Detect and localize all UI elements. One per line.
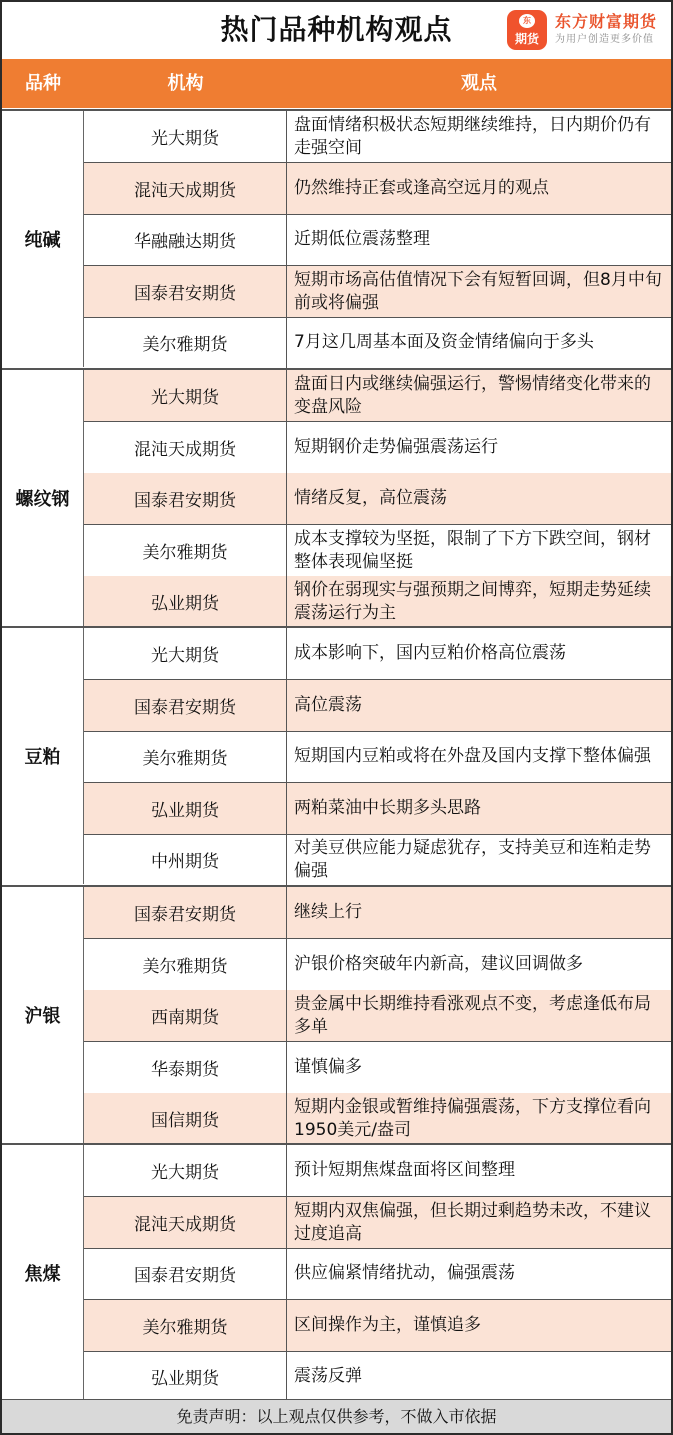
- category-cell: 焦煤: [2, 1145, 84, 1401]
- institution-cell: 国泰君安期货: [84, 680, 287, 731]
- table-row: [84, 628, 671, 680]
- category-group: [2, 885, 671, 1143]
- view-cell: 短期内金银或暂维持偏强震荡，下方支撑位看向1950美元/盎司: [294, 1096, 651, 1140]
- column-header-view: 观点: [461, 73, 497, 94]
- view-cell: 对美豆供应能力疑虑犹存，支持美豆和连粕走势偏强: [294, 837, 651, 881]
- table-row: [84, 1042, 671, 1094]
- logo-name: 东方财富期货: [554, 12, 657, 31]
- institution-cell: 混沌天成期货: [84, 1197, 287, 1248]
- view-cell: 区间操作为主，谨慎追多: [294, 1315, 481, 1335]
- institution-cell: 美尔雅期货: [84, 939, 287, 990]
- logo-badge-text: 期货: [514, 32, 539, 46]
- institution-cell: 弘业期货: [84, 576, 287, 627]
- institution-cell: 国泰君安期货: [84, 473, 287, 524]
- table-row: [84, 680, 671, 732]
- page-header: [2, 2, 671, 58]
- logo-text: [555, 12, 657, 48]
- view-cell: 短期内双焦偏强，但长期过剩趋势未改，不建议过度追高: [294, 1200, 651, 1244]
- view-cell: 谨慎偏多: [294, 1057, 362, 1077]
- table-row: [84, 1145, 671, 1197]
- institution-cell: 混沌天成期货: [84, 422, 287, 473]
- table-row: [84, 266, 671, 318]
- table-row: [84, 834, 671, 886]
- table-row: [84, 317, 671, 369]
- institution-cell: 华泰期货: [84, 1042, 287, 1093]
- view-cell: 预计短期焦煤盘面将区间整理: [294, 1160, 515, 1180]
- logo-slogan: 为用户创造更多价值: [554, 34, 654, 45]
- table-row: [84, 1248, 671, 1300]
- view-cell: 高位震荡: [294, 695, 362, 715]
- institution-cell: 美尔雅期货: [84, 525, 287, 576]
- view-cell: 盘面情绪积极状态短期继续维持，日内期价仍有走强空间: [294, 114, 651, 158]
- table-row: [84, 473, 671, 525]
- view-cell: 仍然维持正套或逢高空远月的观点: [294, 178, 549, 198]
- institution-cell: 美尔雅期货: [84, 1300, 287, 1351]
- disclaimer: 免责声明：以上观点仅供参考，不做入市依据: [2, 1399, 671, 1433]
- institution-cell: 中州期货: [84, 834, 287, 885]
- view-cell: 7月这几周基本面及资金情绪偏向于多头: [294, 332, 594, 352]
- institution-cell: 光大期货: [84, 628, 287, 679]
- logo-badge-icon: [507, 10, 547, 50]
- category-cell: 豆粕: [2, 628, 84, 884]
- brand-logo: [507, 9, 657, 51]
- table-row: [84, 111, 671, 163]
- institution-cell: 光大期货: [84, 1145, 287, 1196]
- institution-cell: 美尔雅期货: [84, 731, 287, 782]
- institution-cell: 国信期货: [84, 1093, 287, 1144]
- view-cell: 短期国内豆粕或将在外盘及国内支撑下整体偏强: [294, 746, 651, 766]
- view-cell: 两粕菜油中长期多头思路: [294, 798, 481, 818]
- institution-cell: 国泰君安期货: [84, 266, 287, 317]
- institution-cell: 美尔雅期货: [84, 317, 287, 368]
- institution-cell: 华融融达期货: [84, 214, 287, 265]
- category-group: [2, 109, 671, 367]
- view-cell: 盘面日内或继续偏强运行，警惕情绪变化带来的变盘风险: [294, 373, 651, 417]
- table-row: [84, 163, 671, 215]
- category-group: [2, 626, 671, 884]
- opinion-table: [2, 109, 671, 1398]
- table-row: [84, 214, 671, 266]
- institution-cell: 光大期货: [84, 111, 287, 162]
- view-cell: 近期低位震荡整理: [294, 229, 430, 249]
- category-group: [2, 368, 671, 626]
- view-cell: 沪银价格突破年内新高，建议回调做多: [294, 954, 583, 974]
- view-cell: 钢价在弱现实与强预期之间博弈，短期走势延续震荡运行为主: [294, 579, 651, 623]
- view-cell: 震荡反弹: [294, 1366, 362, 1386]
- table-row: [84, 1197, 671, 1249]
- table-row: [84, 422, 671, 474]
- category-group: [2, 1143, 671, 1401]
- table-row: [84, 783, 671, 835]
- table-row: [84, 887, 671, 939]
- institution-cell: 国泰君安期货: [84, 1248, 287, 1299]
- table-row: [84, 731, 671, 783]
- institution-cell: 国泰君安期货: [84, 887, 287, 938]
- column-header-category: 品种: [25, 73, 61, 94]
- view-cell: 短期市场高估值情况下会有短暂回调，但8月中旬前或将偏强: [294, 269, 662, 313]
- institution-cell: 西南期货: [84, 990, 287, 1041]
- table-header: [2, 59, 671, 108]
- logo-ring-icon: 东: [519, 14, 535, 28]
- view-cell: 贵金属中长期维持看涨观点不变，考虑逢低布局多单: [294, 993, 651, 1037]
- table-row: [84, 1300, 671, 1352]
- institution-cell: 弘业期货: [84, 783, 287, 834]
- table-row: [84, 990, 671, 1042]
- institution-cell: 光大期货: [84, 370, 287, 421]
- view-cell: 情绪反复，高位震荡: [294, 488, 447, 508]
- table-row: [84, 1351, 671, 1403]
- column-header-institution: 机构: [167, 73, 204, 94]
- institution-cell: 混沌天成期货: [84, 163, 287, 214]
- institution-cell: 弘业期货: [84, 1351, 287, 1402]
- view-cell: 成本影响下，国内豆粕价格高位震荡: [294, 643, 566, 663]
- category-cell: 沪银: [2, 887, 84, 1143]
- table-row: [84, 370, 671, 422]
- view-cell: 短期钢价走势偏强震荡运行: [294, 437, 498, 457]
- page-title: 热门品种机构观点: [220, 13, 453, 46]
- category-cell: 纯碱: [2, 111, 84, 367]
- table-row: [84, 525, 671, 577]
- table-row: [84, 939, 671, 991]
- view-cell: 成本支撑较为坚挺，限制了下方下跌空间，钢材整体表现偏坚挺: [294, 528, 651, 572]
- view-cell: 继续上行: [294, 902, 362, 922]
- table-row: [84, 576, 671, 628]
- view-cell: 供应偏紧情绪扰动，偏强震荡: [294, 1263, 515, 1283]
- category-cell: 螺纹钢: [2, 370, 84, 626]
- table-row: [84, 1093, 671, 1145]
